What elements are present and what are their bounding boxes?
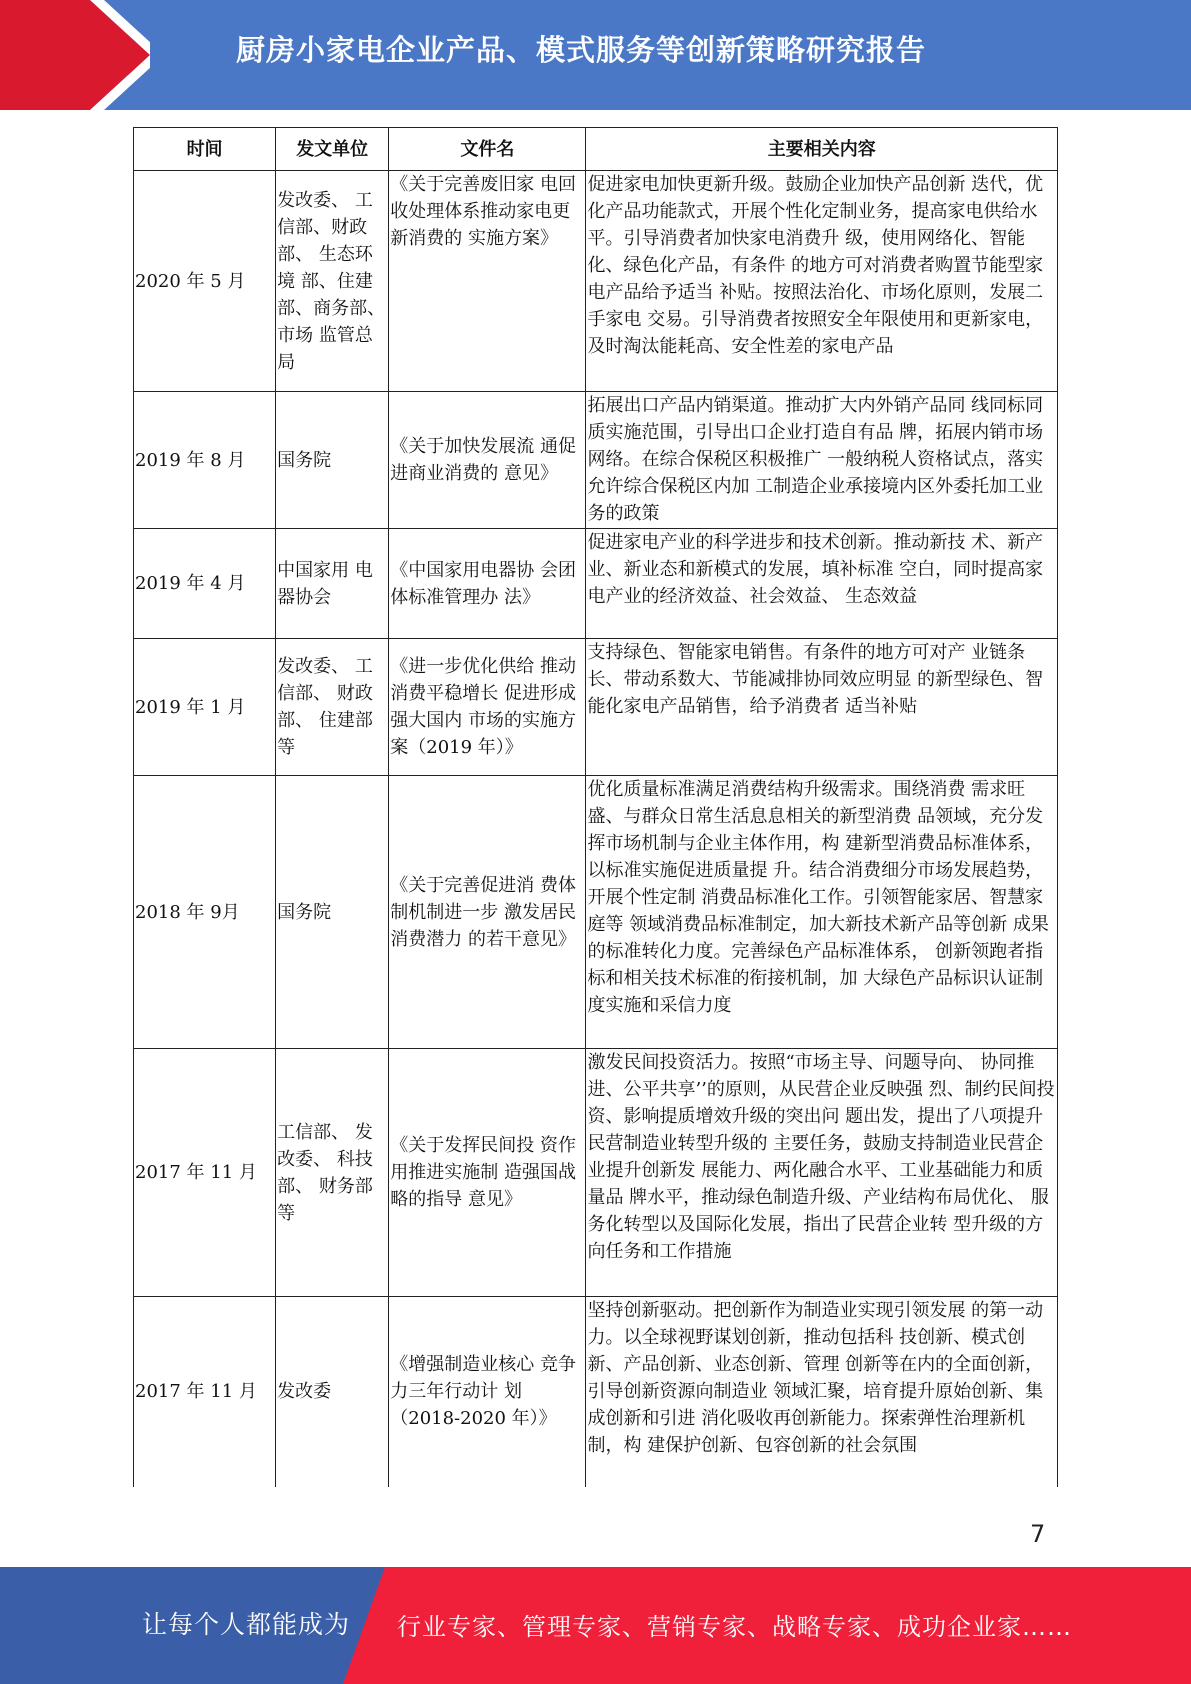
- cell-time: 2018 年 9月: [134, 776, 276, 1049]
- cell-unit: 国务院: [276, 776, 389, 1049]
- table-row: [134, 776, 1058, 1049]
- cell-content: 促进家电产业的科学进步和技术创新。推动新技 术、新产业、新业态和新模式的发展，填补标准 空白，同时提高家电产业的经济效益、社会效益、 生态效益: [586, 529, 1058, 639]
- cell-content: 坚持创新驱动。把创新作为制造业实现引领发展 的第一动力。以全球视野谋划创新，推动包括科 技创新、模式创新、产品创新、业态创新、管理 创新等在内的全面创新，引导创新资源向制造业 领域汇聚，培育提升原始创新、集成创新和引进 消化吸收再创新能力。探索弹性治理新机制，构 建保护创新、包容创新的社会氛围: [586, 1297, 1058, 1487]
- table-row: [134, 392, 1058, 529]
- table-row: [134, 1297, 1058, 1487]
- cell-unit: 工信部、 发改委、 科技部、 财务部等: [276, 1049, 389, 1297]
- cell-time: 2019 年 4 月: [134, 529, 276, 639]
- header-unit: 发文单位: [276, 128, 389, 171]
- cell-content: 激发民间投资活力。按照“市场主导、问题导向、 协同推进、公平共享’’的原则，从民营企业反映强 烈、制约民间投资、影响提质增效升级的突出问 题出发，提出了八项提升民营制造业转型升级的 主要任务，鼓励支持制造业民营企业提升创新发 展能力、两化融合水平、工业基础能力和质量品 牌水平，推动绿色制造升级、产业结构布局优化、 服务化转型以及国际化发展，指出了民营企业转 型升级的方向任务和工作措施: [586, 1049, 1058, 1297]
- footer-slogan-right: 行业专家、管理专家、营销专家、战略专家、成功企业家……: [397, 1613, 1072, 1641]
- header-content: 主要相关内容: [586, 128, 1058, 171]
- header-time: 时间: [134, 128, 276, 171]
- cell-doc: 《关于发挥民间投 资作用推进实施制 造强国战略的指导 意见》: [389, 1049, 586, 1297]
- cell-doc: 《增强制造业核心 竞争力三年行动计 划（2018-2020 年）》: [389, 1297, 586, 1487]
- header-band: [0, 0, 1191, 110]
- cell-unit: 发改委: [276, 1297, 389, 1487]
- cell-time: 2017 年 11 月: [134, 1297, 276, 1487]
- footer-slogan-left: 让每个人都能成为: [142, 1610, 351, 1639]
- table-header-row: [134, 128, 1058, 171]
- cell-time: 2020 年 5 月: [134, 171, 276, 392]
- cell-content: 优化质量标准满足消费结构升级需求。围绕消费 需求旺盛、与群众日常生活息息相关的新型消费 品领域，充分发挥市场机制与企业主体作用，构 建新型消费品标准体系，以标准实施促进质量提 升。结合消费细分市场发展趋势，开展个性定制 消费品标准化工作。引领智能家居、智慧家庭等 领域消费品标准制定，加大新技术新产品等创新 成果的标准转化力度。完善绿色产品标准体系， 创新领跑者指标和相关技术标准的衔接机制，加 大绿色产品标识认证制度实施和采信力度: [586, 776, 1058, 1049]
- table-row: [134, 639, 1058, 776]
- page-number: 7: [1030, 1520, 1046, 1548]
- cell-doc: 《关于完善促进消 费体制机制进一步 激发居民消费潜力 的若干意见》: [389, 776, 586, 1049]
- footer-band: [0, 1567, 1191, 1684]
- cell-doc: 《关于加快发展流 通促进商业消费的 意见》: [389, 392, 586, 529]
- policy-table: [133, 127, 1058, 1487]
- header-red-chevron: [0, 0, 150, 110]
- cell-doc: 《进一步优化供给 推动消费平稳增长 促进形成强大国内 市场的实施方案（2019 年）》: [389, 639, 586, 776]
- cell-unit: 国务院: [276, 392, 389, 529]
- cell-content: 促进家电加快更新升级。鼓励企业加快产品创新 迭代，优化产品功能款式，开展个性化定制业务，提高家电供给水平。引导消费者加快家电消费升 级，使用网络化、智能化、绿色化产品，有条件 的地方可对消费者购置节能型家电产品给予适当 补贴。按照法治化、市场化原则，发展二手家电 交易。引导消费者按照安全年限使用和更新家电， 及时淘汰能耗高、安全性差的家电产品: [586, 171, 1058, 392]
- header-doc: 文件名: [389, 128, 586, 171]
- cell-content: 支持绿色、智能家电销售。有条件的地方可对产 业链条长、带动系数大、节能减排协同效应明显 的新型绿色、智能化家电产品销售，给予消费者 适当补贴: [586, 639, 1058, 776]
- cell-unit: 发改委、 工信部、 财政部、 住建部等: [276, 639, 389, 776]
- cell-unit: 发改委、 工信部、财政部、 生态环境 部、住建部、商务部、市场 监管总局: [276, 171, 389, 392]
- report-title: 厨房小家电企业产品、模式服务等创新策略研究报告: [236, 33, 927, 67]
- table-row: [134, 529, 1058, 639]
- cell-content: 拓展出口产品内销渠道。推动扩大内外销产品同 线同标同质实施范围，引导出口企业打造自有品 牌，拓展内销市场网络。在综合保税区积极推广 一般纳税人资格试点，落实允许综合保税区内加 工制造企业承接境内区外委托加工业务的政策: [586, 392, 1058, 529]
- cell-time: 2017 年 11 月: [134, 1049, 276, 1297]
- cell-time: 2019 年 1 月: [134, 639, 276, 776]
- table-row: [134, 1049, 1058, 1297]
- cell-doc: 《中国家用电器协 会团体标准管理办 法》: [389, 529, 586, 639]
- cell-time: 2019 年 8 月: [134, 392, 276, 529]
- cell-doc: 《关于完善废旧家 电回收处理体系推动家电更新消费的 实施方案》: [389, 171, 586, 392]
- cell-unit: 中国家用 电器协会: [276, 529, 389, 639]
- table-row: [134, 171, 1058, 392]
